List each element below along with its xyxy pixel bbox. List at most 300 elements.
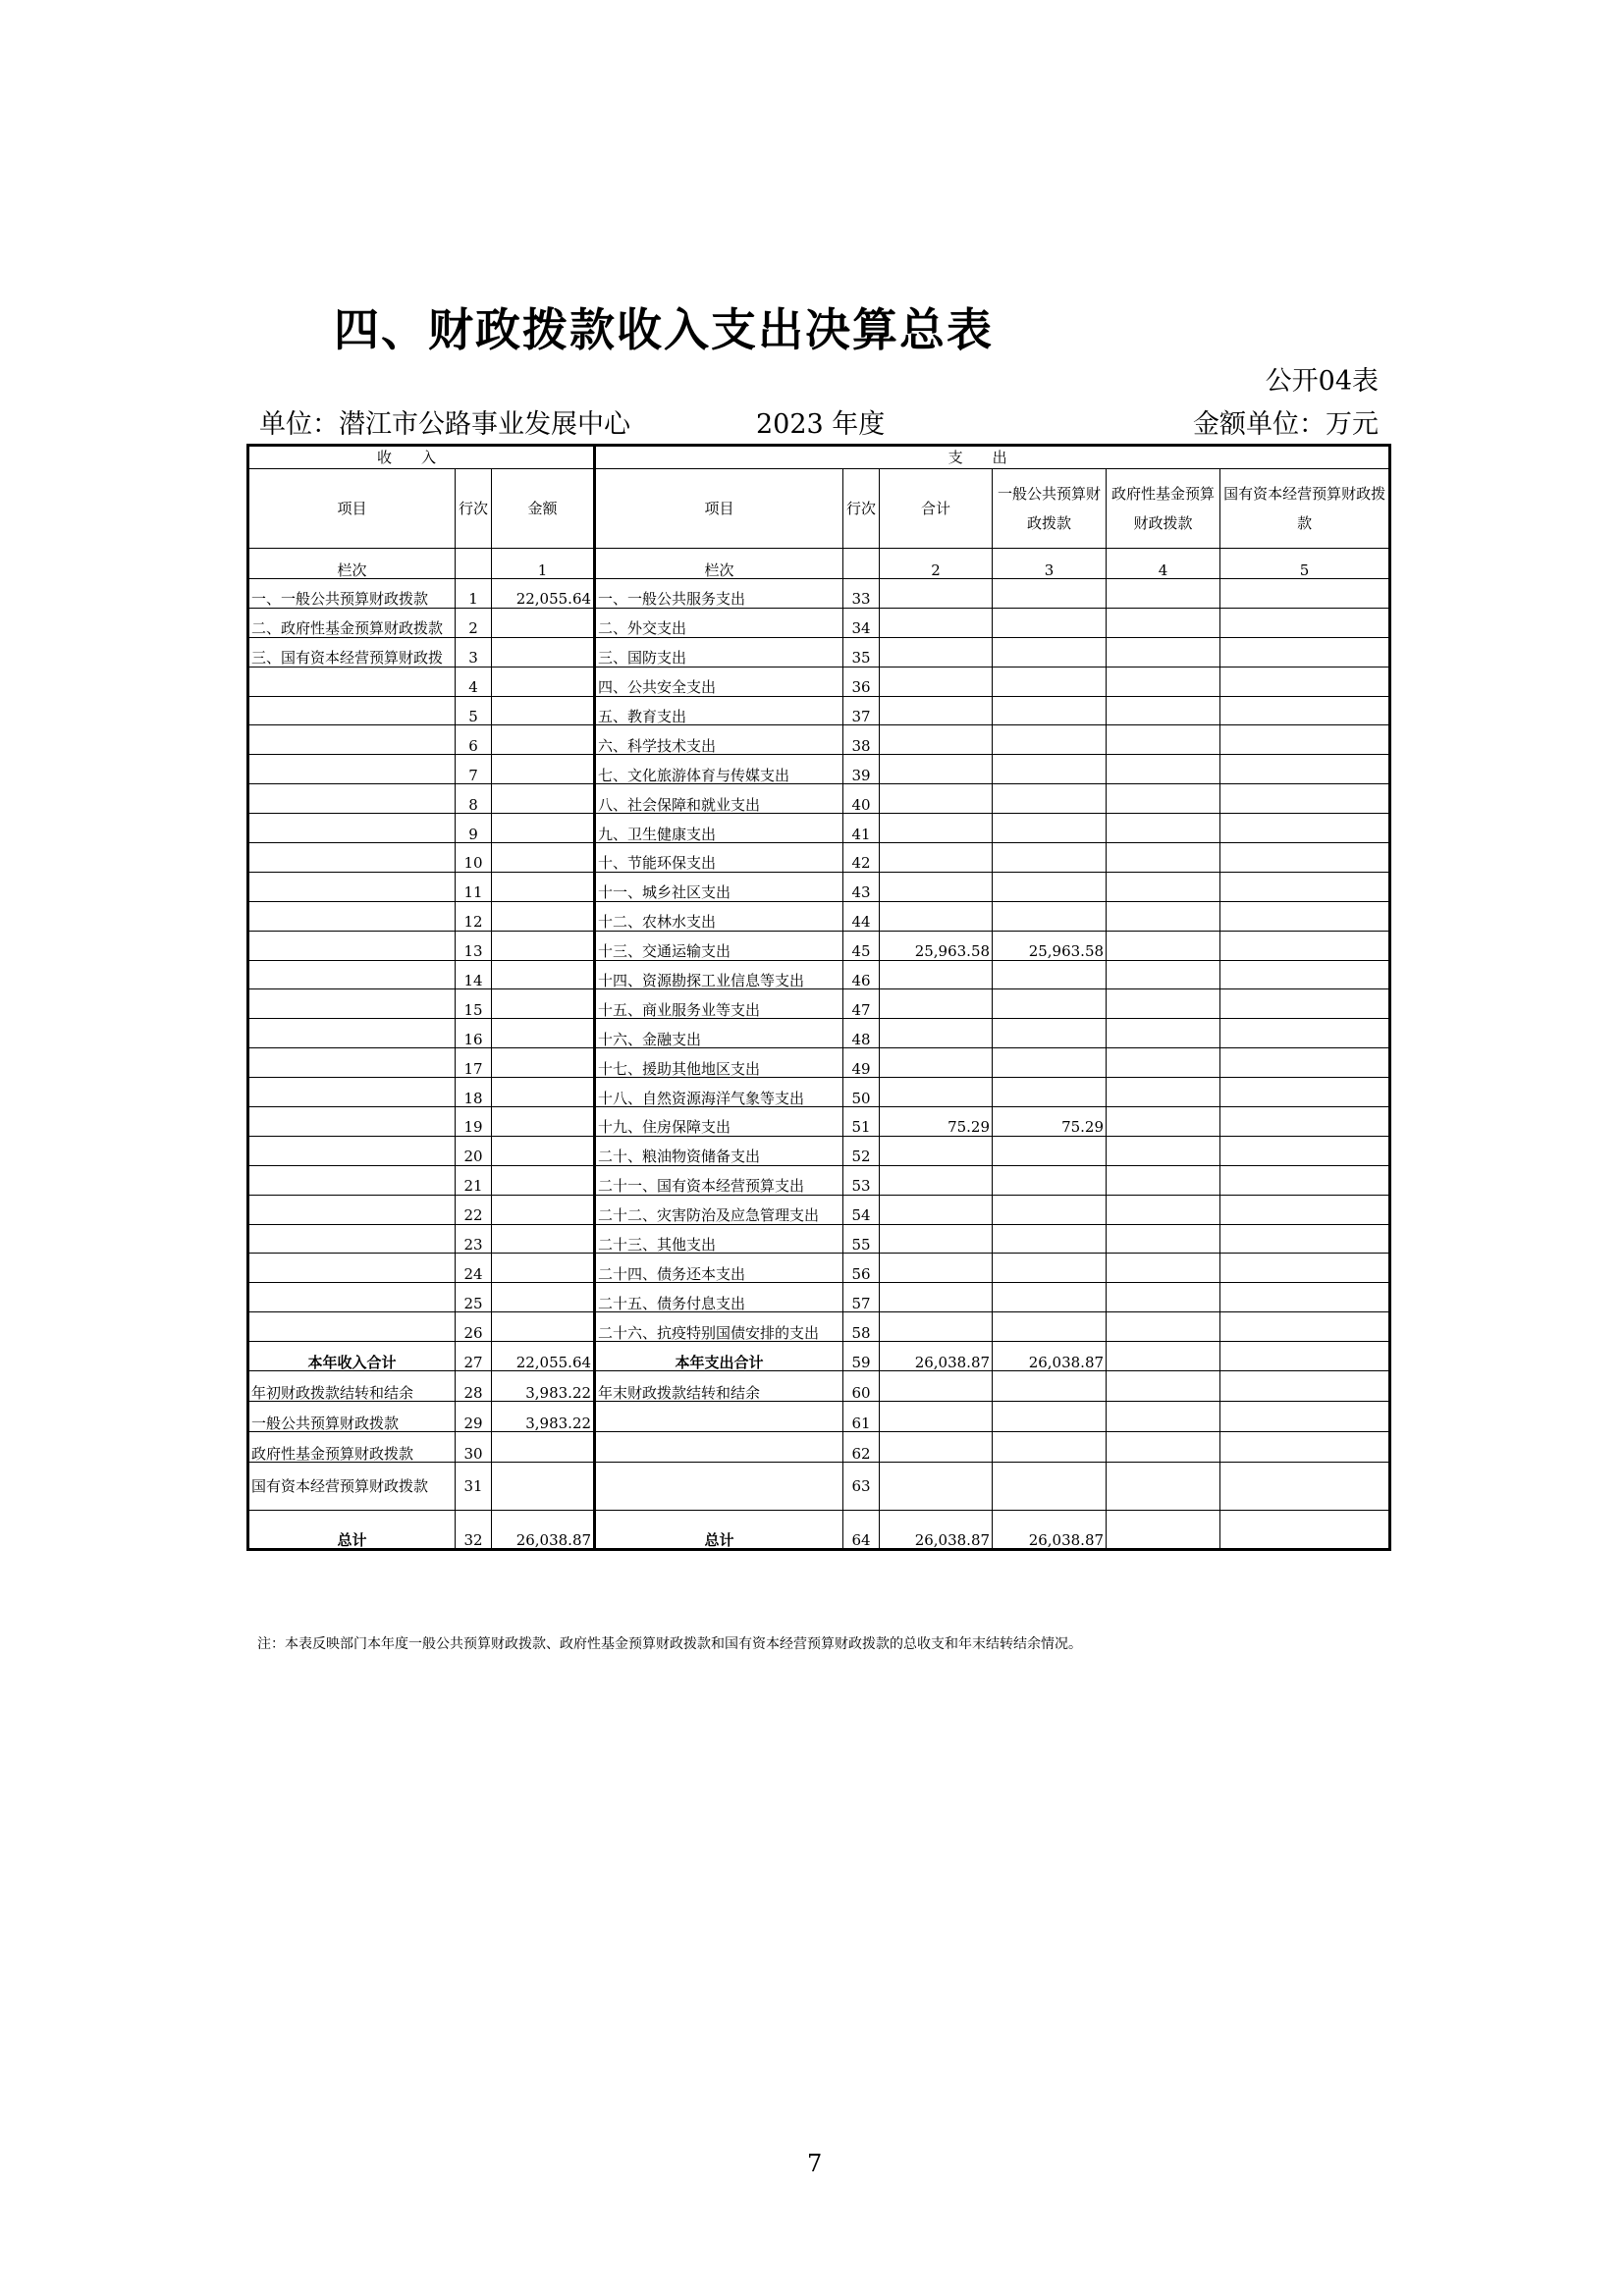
income-row-no: 3 (456, 637, 492, 667)
expense-total (880, 1371, 993, 1402)
expense-item: 十一、城乡社区支出 (595, 872, 843, 901)
expense-item: 三、国防支出 (595, 637, 843, 667)
income-row-no: 26 (456, 1312, 492, 1342)
expense-row-no: 38 (843, 725, 880, 755)
income-item: 国有资本经营预算财政拨款 (248, 1463, 456, 1511)
expense-gov-fund (1107, 608, 1220, 637)
expense-gov-fund (1107, 1371, 1220, 1402)
expense-state-capital (1220, 725, 1390, 755)
column-index-4: 4 (1107, 549, 1220, 579)
expense-gov-fund (1107, 1224, 1220, 1254)
expense-state-capital (1220, 1195, 1390, 1224)
income-item (248, 989, 456, 1019)
table-row (248, 1048, 1390, 1078)
table-row (248, 931, 1390, 960)
header-income-amount: 金额 (492, 469, 595, 549)
column-index-exp-blank (843, 549, 880, 579)
expense-gov-fund (1107, 1402, 1220, 1432)
income-row-no: 29 (456, 1402, 492, 1432)
expense-total (880, 696, 993, 725)
expense-row-no: 56 (843, 1254, 880, 1283)
income-item (248, 725, 456, 755)
table-row (248, 637, 1390, 667)
expense-total (880, 901, 993, 931)
expense-total (880, 989, 993, 1019)
section-header-row (248, 446, 1390, 469)
expense-item: 本年支出合计 (595, 1342, 843, 1371)
expense-total (880, 1283, 993, 1312)
expense-state-capital (1220, 1463, 1390, 1511)
fiscal-summary-table (246, 444, 1391, 1551)
expense-state-capital (1220, 1019, 1390, 1048)
income-amount (492, 696, 595, 725)
expense-row-no: 59 (843, 1342, 880, 1371)
column-index-exp-label: 栏次 (595, 549, 843, 579)
expense-item: 七、文化旅游体育与传媒支出 (595, 755, 843, 784)
income-row-no: 20 (456, 1136, 492, 1165)
expense-item: 二十四、债务还本支出 (595, 1254, 843, 1283)
column-index-row (248, 549, 1390, 579)
expense-general-budget (993, 725, 1107, 755)
fiscal-year: 2023 年度 (756, 409, 886, 440)
expense-item (595, 1402, 843, 1432)
expense-item: 二十六、抗疫特别国债安排的支出 (595, 1312, 843, 1342)
table-row (248, 755, 1390, 784)
expense-general-budget (993, 1224, 1107, 1254)
table-row (248, 1312, 1390, 1342)
income-row-no: 16 (456, 1019, 492, 1048)
income-row-no: 12 (456, 901, 492, 931)
expense-general-budget (993, 989, 1107, 1019)
expense-row-no: 36 (843, 667, 880, 696)
income-amount (492, 1312, 595, 1342)
column-index-2: 2 (880, 549, 993, 579)
income-item (248, 696, 456, 725)
expense-item (595, 1463, 843, 1511)
expense-general-budget (993, 1463, 1107, 1511)
income-amount (492, 814, 595, 843)
income-item (248, 1195, 456, 1224)
expense-row-no: 35 (843, 637, 880, 667)
expense-total (880, 1254, 993, 1283)
expense-total (880, 1165, 993, 1195)
column-index-5: 5 (1220, 549, 1390, 579)
income-item (248, 1078, 456, 1107)
income-amount (492, 1432, 595, 1463)
expense-row-no: 50 (843, 1078, 880, 1107)
income-amount (492, 843, 595, 873)
expense-item: 二十、粮油物资储备支出 (595, 1136, 843, 1165)
expense-section-header: 支出 (595, 446, 1390, 469)
column-index-blank (456, 549, 492, 579)
table-row (248, 1254, 1390, 1283)
expense-item: 二十三、其他支出 (595, 1224, 843, 1254)
income-row-no: 32 (456, 1511, 492, 1550)
income-amount (492, 608, 595, 637)
table-row (248, 579, 1390, 609)
header-expense-item: 项目 (595, 469, 843, 549)
column-index-1: 1 (492, 549, 595, 579)
expense-item: 四、公共安全支出 (595, 667, 843, 696)
expense-state-capital (1220, 696, 1390, 725)
income-item (248, 931, 456, 960)
income-amount (492, 637, 595, 667)
table-row (248, 1402, 1390, 1432)
expense-total (880, 872, 993, 901)
table-row (248, 843, 1390, 873)
expense-general-budget (993, 1136, 1107, 1165)
income-item: 政府性基金预算财政拨款 (248, 1432, 456, 1463)
expense-row-no: 34 (843, 608, 880, 637)
income-item (248, 1107, 456, 1137)
expense-row-no: 51 (843, 1107, 880, 1137)
income-amount (492, 901, 595, 931)
expense-item: 年末财政拨款结转和结余 (595, 1371, 843, 1402)
expense-row-no: 62 (843, 1432, 880, 1463)
expense-general-budget (993, 1254, 1107, 1283)
table-row (248, 1283, 1390, 1312)
expense-state-capital (1220, 814, 1390, 843)
expense-state-capital (1220, 901, 1390, 931)
expense-row-no: 58 (843, 1312, 880, 1342)
expense-general-budget (993, 1402, 1107, 1432)
income-amount (492, 1224, 595, 1254)
header-general-budget: 一般公共预算财政拨款 (993, 469, 1107, 549)
expense-row-no: 48 (843, 1019, 880, 1048)
expense-state-capital (1220, 1136, 1390, 1165)
expense-general-budget (993, 960, 1107, 989)
income-row-no: 10 (456, 843, 492, 873)
income-amount (492, 755, 595, 784)
column-index-3: 3 (993, 549, 1107, 579)
income-row-no: 17 (456, 1048, 492, 1078)
expense-gov-fund (1107, 1048, 1220, 1078)
expense-item: 十八、自然资源海洋气象等支出 (595, 1078, 843, 1107)
expense-row-no: 55 (843, 1224, 880, 1254)
expense-gov-fund (1107, 667, 1220, 696)
expense-row-no: 57 (843, 1283, 880, 1312)
income-amount (492, 1165, 595, 1195)
expense-row-no: 37 (843, 696, 880, 725)
expense-total: 25,963.58 (880, 931, 993, 960)
expense-item: 十五、商业服务业等支出 (595, 989, 843, 1019)
expense-row-no: 52 (843, 1136, 880, 1165)
expense-total (880, 1402, 993, 1432)
expense-general-budget: 26,038.87 (993, 1342, 1107, 1371)
page-title: 四、财政拨款收入支出决算总表 (334, 303, 994, 356)
expense-row-no: 49 (843, 1048, 880, 1078)
expense-item: 十三、交通运输支出 (595, 931, 843, 960)
income-item (248, 784, 456, 814)
expense-state-capital (1220, 960, 1390, 989)
expense-gov-fund (1107, 1432, 1220, 1463)
income-item: 一般公共预算财政拨款 (248, 1402, 456, 1432)
income-item (248, 1165, 456, 1195)
expense-gov-fund (1107, 1254, 1220, 1283)
expense-gov-fund (1107, 1312, 1220, 1342)
expense-total (880, 608, 993, 637)
income-item: 三、国有资本经营预算财政拨 (248, 637, 456, 667)
income-amount: 26,038.87 (492, 1511, 595, 1550)
expense-total (880, 1312, 993, 1342)
income-row-no: 14 (456, 960, 492, 989)
expense-item: 二十一、国有资本经营预算支出 (595, 1165, 843, 1195)
income-item: 二、政府性基金预算财政拨款 (248, 608, 456, 637)
table-row (248, 667, 1390, 696)
expense-gov-fund (1107, 725, 1220, 755)
expense-general-budget (993, 1195, 1107, 1224)
expense-general-budget (993, 1019, 1107, 1048)
expense-state-capital (1220, 579, 1390, 609)
expense-general-budget (993, 755, 1107, 784)
income-item: 年初财政拨款结转和结余 (248, 1371, 456, 1402)
expense-general-budget (993, 1312, 1107, 1342)
income-item: 总计 (248, 1511, 456, 1550)
expense-item: 六、科学技术支出 (595, 725, 843, 755)
expense-general-budget (993, 667, 1107, 696)
income-row-no: 22 (456, 1195, 492, 1224)
income-item (248, 872, 456, 901)
expense-row-no: 47 (843, 989, 880, 1019)
income-amount (492, 1254, 595, 1283)
footnote: 注：本表反映部门本年度一般公共预算财政拨款、政府性基金预算财政拨款和国有资本经营预算财政拨款的总收支和年末结转结余情况。 (257, 1636, 1082, 1652)
table-row (248, 1432, 1390, 1463)
column-header-row (248, 469, 1390, 549)
expense-total (880, 1019, 993, 1048)
table-row (248, 989, 1390, 1019)
expense-state-capital (1220, 931, 1390, 960)
expense-general-budget: 75.29 (993, 1107, 1107, 1137)
expense-general-budget (993, 872, 1107, 901)
expense-item: 一、一般公共服务支出 (595, 579, 843, 609)
income-row-no: 31 (456, 1463, 492, 1511)
expense-total (880, 725, 993, 755)
income-item (248, 1136, 456, 1165)
table-row (248, 814, 1390, 843)
income-amount (492, 1019, 595, 1048)
expense-gov-fund (1107, 784, 1220, 814)
expense-row-no: 33 (843, 579, 880, 609)
expense-item (595, 1432, 843, 1463)
expense-general-budget (993, 843, 1107, 873)
expense-general-budget (993, 1165, 1107, 1195)
income-amount (492, 931, 595, 960)
expense-gov-fund (1107, 1078, 1220, 1107)
table-row (248, 608, 1390, 637)
income-amount (492, 1048, 595, 1078)
expense-state-capital (1220, 1511, 1390, 1550)
expense-state-capital (1220, 1048, 1390, 1078)
expense-general-budget (993, 1432, 1107, 1463)
income-amount: 3,983.22 (492, 1402, 595, 1432)
expense-gov-fund (1107, 755, 1220, 784)
expense-item: 十四、资源勘探工业信息等支出 (595, 960, 843, 989)
expense-state-capital (1220, 1224, 1390, 1254)
expense-state-capital (1220, 843, 1390, 873)
income-row-no: 23 (456, 1224, 492, 1254)
expense-gov-fund (1107, 637, 1220, 667)
income-item (248, 1224, 456, 1254)
income-row-no: 30 (456, 1432, 492, 1463)
table-row (248, 960, 1390, 989)
expense-gov-fund (1107, 1136, 1220, 1165)
expense-total (880, 784, 993, 814)
income-item (248, 901, 456, 931)
table-row (248, 1107, 1390, 1137)
expense-state-capital (1220, 1254, 1390, 1283)
income-row-no: 11 (456, 872, 492, 901)
expense-row-no: 53 (843, 1165, 880, 1195)
expense-item: 二、外交支出 (595, 608, 843, 637)
table-row (248, 696, 1390, 725)
expense-total (880, 579, 993, 609)
income-row-no: 28 (456, 1371, 492, 1402)
expense-state-capital (1220, 1312, 1390, 1342)
expense-general-budget (993, 696, 1107, 725)
income-item: 一、一般公共预算财政拨款 (248, 579, 456, 609)
expense-state-capital (1220, 1432, 1390, 1463)
expense-item: 十二、农林水支出 (595, 901, 843, 931)
expense-total (880, 1463, 993, 1511)
expense-gov-fund (1107, 901, 1220, 931)
expense-item: 九、卫生健康支出 (595, 814, 843, 843)
page-number: 7 (807, 2150, 823, 2177)
expense-total (880, 814, 993, 843)
expense-row-no: 40 (843, 784, 880, 814)
income-amount (492, 960, 595, 989)
expense-state-capital (1220, 1165, 1390, 1195)
header-expense-row-no: 行次 (843, 469, 880, 549)
income-row-no: 9 (456, 814, 492, 843)
expense-total (880, 755, 993, 784)
table-row (248, 1224, 1390, 1254)
income-amount (492, 1136, 595, 1165)
income-item (248, 755, 456, 784)
expense-item: 十、节能环保支出 (595, 843, 843, 873)
expense-item: 十七、援助其他地区支出 (595, 1048, 843, 1078)
expense-state-capital (1220, 608, 1390, 637)
income-amount: 22,055.64 (492, 579, 595, 609)
expense-row-no: 42 (843, 843, 880, 873)
expense-row-no: 61 (843, 1402, 880, 1432)
expense-gov-fund (1107, 579, 1220, 609)
income-amount (492, 1078, 595, 1107)
income-amount (492, 667, 595, 696)
expense-state-capital (1220, 1342, 1390, 1371)
expense-row-no: 45 (843, 931, 880, 960)
table-row (248, 1511, 1390, 1550)
expense-general-budget (993, 814, 1107, 843)
income-amount (492, 725, 595, 755)
income-row-no: 2 (456, 608, 492, 637)
expense-total (880, 1048, 993, 1078)
table-row (248, 1342, 1390, 1371)
expense-gov-fund (1107, 814, 1220, 843)
table-row (248, 872, 1390, 901)
expense-gov-fund (1107, 1165, 1220, 1195)
expense-item: 五、教育支出 (595, 696, 843, 725)
unit-name: 单位：潜江市公路事业发展中心 (259, 409, 630, 440)
header-state-capital: 国有资本经营预算财政拨款 (1220, 469, 1390, 549)
income-row-no: 15 (456, 989, 492, 1019)
expense-row-no: 60 (843, 1371, 880, 1402)
expense-total (880, 1432, 993, 1463)
expense-gov-fund (1107, 872, 1220, 901)
header-gov-fund: 政府性基金预算财政拨款 (1107, 469, 1220, 549)
expense-total (880, 667, 993, 696)
income-amount (492, 1283, 595, 1312)
expense-gov-fund (1107, 1195, 1220, 1224)
expense-general-budget (993, 1078, 1107, 1107)
income-item (248, 1312, 456, 1342)
expense-total (880, 1224, 993, 1254)
header-total: 合计 (880, 469, 993, 549)
expense-total (880, 1195, 993, 1224)
table-row (248, 1019, 1390, 1048)
expense-gov-fund (1107, 1283, 1220, 1312)
expense-row-no: 44 (843, 901, 880, 931)
expense-gov-fund (1107, 1019, 1220, 1048)
table-row (248, 1195, 1390, 1224)
income-row-no: 13 (456, 931, 492, 960)
expense-gov-fund (1107, 696, 1220, 725)
expense-row-no: 39 (843, 755, 880, 784)
expense-state-capital (1220, 1402, 1390, 1432)
income-row-no: 24 (456, 1254, 492, 1283)
expense-total: 26,038.87 (880, 1511, 993, 1550)
expense-general-budget: 25,963.58 (993, 931, 1107, 960)
income-item: 本年收入合计 (248, 1342, 456, 1371)
income-item (248, 1019, 456, 1048)
expense-item: 二十五、债务付息支出 (595, 1283, 843, 1312)
income-item (248, 814, 456, 843)
expense-general-budget (993, 784, 1107, 814)
expense-total (880, 1136, 993, 1165)
expense-state-capital (1220, 1371, 1390, 1402)
income-row-no: 1 (456, 579, 492, 609)
income-row-no: 19 (456, 1107, 492, 1137)
income-amount (492, 1107, 595, 1137)
expense-state-capital (1220, 637, 1390, 667)
expense-general-budget (993, 1048, 1107, 1078)
expense-gov-fund (1107, 989, 1220, 1019)
income-row-no: 18 (456, 1078, 492, 1107)
money-unit: 金额单位：万元 (1193, 409, 1379, 440)
expense-general-budget (993, 1283, 1107, 1312)
table-row (248, 1371, 1390, 1402)
income-item (248, 667, 456, 696)
income-row-no: 21 (456, 1165, 492, 1195)
income-amount (492, 1195, 595, 1224)
expense-total: 75.29 (880, 1107, 993, 1137)
expense-row-no: 54 (843, 1195, 880, 1224)
income-row-no: 25 (456, 1283, 492, 1312)
income-row-no: 6 (456, 725, 492, 755)
expense-total (880, 637, 993, 667)
expense-row-no: 63 (843, 1463, 880, 1511)
expense-state-capital (1220, 755, 1390, 784)
income-section-header: 收入 (248, 446, 595, 469)
expense-general-budget (993, 579, 1107, 609)
expense-gov-fund (1107, 1463, 1220, 1511)
expense-state-capital (1220, 667, 1390, 696)
income-row-no: 5 (456, 696, 492, 725)
expense-gov-fund (1107, 931, 1220, 960)
table-row (248, 725, 1390, 755)
expense-row-no: 46 (843, 960, 880, 989)
expense-gov-fund (1107, 960, 1220, 989)
expense-state-capital (1220, 1078, 1390, 1107)
